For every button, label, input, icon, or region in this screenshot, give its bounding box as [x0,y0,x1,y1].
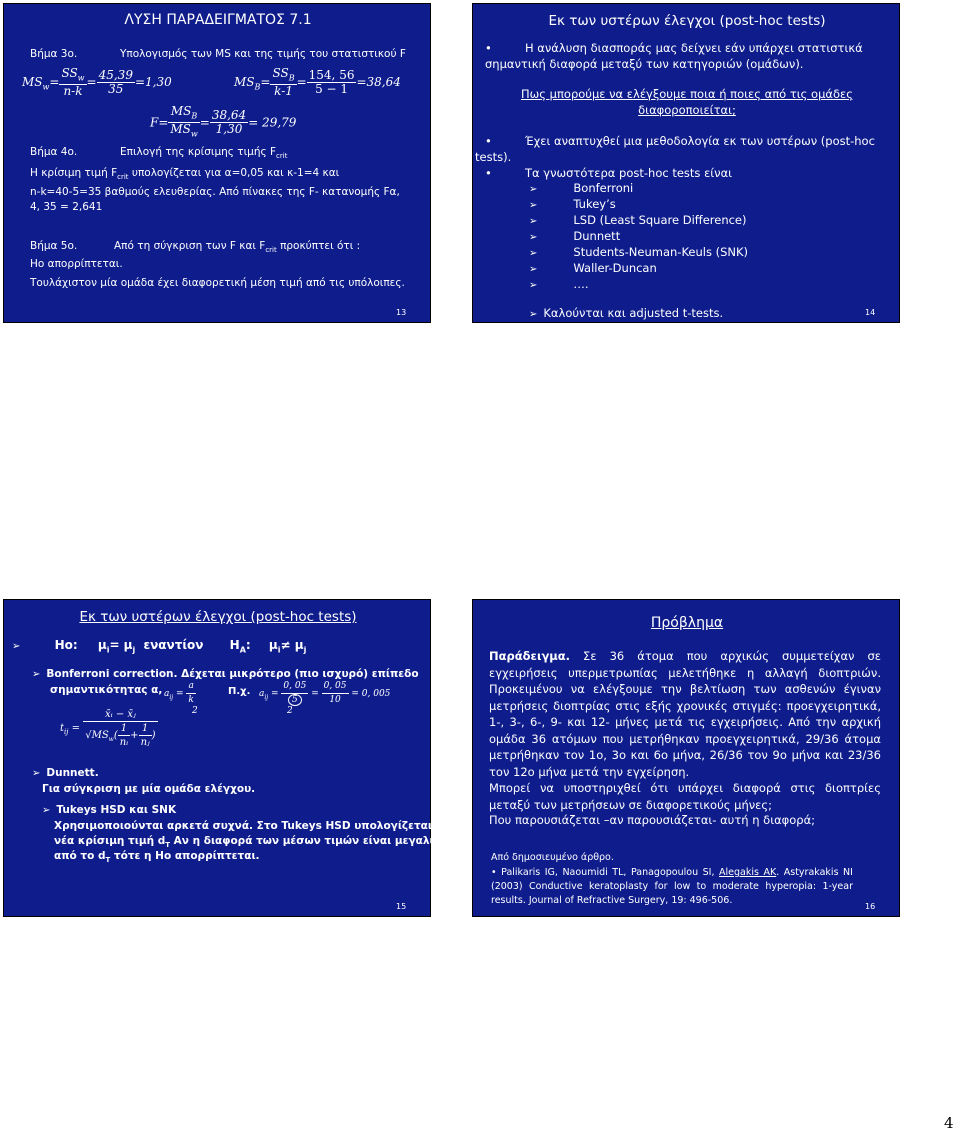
t-frac [83,708,157,749]
t-inner-1-den: nᵢ [119,737,129,748]
slide-number: 15 [396,902,407,911]
aij-formula: $a_{ij}$ = $\frac{a}{k}$ [164,681,194,705]
arrow-icon: ➢ [529,309,538,320]
reference [491,866,853,908]
msb-result: =38,64 [356,75,401,90]
tukey-line-2a: νέα κρίσιμη τιμή d [54,835,166,847]
ha-neq: ≠ μ [280,638,304,652]
tukey-line-2b: Αν η διαφορά των μέσων τιμών είναι μεγαλύτερη [170,835,465,847]
ho-eq: = μ [109,638,133,652]
msw-num [59,67,86,85]
bullet-1 [485,40,863,56]
step4-text [120,146,287,160]
author-link[interactable]: Alegakis AK [719,867,777,878]
slide-15 [3,599,465,917]
f-val-den: 1,30 [215,122,243,137]
bonferroni-line-1 [32,668,419,680]
msw-num-sub: w [77,73,85,83]
bullet-3-text: Τα γνωστότερα post-hoc tests είναι [525,166,733,180]
t-inner-2-num: 1 [139,722,152,736]
f-den [168,123,199,140]
bullet-2-cont: tests). [475,150,512,164]
ex-den-1-val: 5 [288,694,302,706]
bonferroni-line-2: σημαντικότητας α, [50,684,163,696]
msw-result: =1,30 [134,75,172,90]
bullet-2 [485,133,875,149]
tukey-heading [42,804,176,816]
bullet-dot: • [485,41,492,55]
ex-num-1: 0, 05 [281,680,308,694]
ha-sub: A [239,645,246,655]
ho-label: Ho: [54,638,78,652]
f-formula: F= $\frac{MS_B}{MS_w}$ = $\frac{38,64}{1,30}$ = 29,79 [150,104,297,139]
ha-label: H [229,638,240,652]
msb-num-sub: B [288,73,295,83]
arrow-icon: ➢ [529,184,538,195]
f-num-sub: B [191,111,198,121]
ha-mu: μ [268,638,278,652]
t-inner-1-num: 1 [118,722,130,736]
test-item-label: …. [573,277,589,291]
page-number: 4 [944,1114,954,1132]
bullet-dot: • [485,166,492,180]
arrow-icon: ➢ [42,805,51,816]
ex-den-1 [281,694,308,707]
arrow-icon: ➢ [12,641,21,652]
msb-val-num: 154, 56 [308,68,355,83]
t-num: x̄ᵢ − x̄ⱼ [83,708,157,722]
tukey-line-2-sub: T [165,841,171,850]
question-paragraph: Μπορεί να υποστηριχθεί ότι υπάρχει διαφορά στις διοπτρίες μεταξύ των μετρήσεων σε διαφορετικούς μήνες; [489,781,881,812]
t-den-ms: MS [91,730,109,741]
ex-frac-2 [322,680,349,707]
test-item-label: LSD (Least Square Difference) [573,213,747,227]
ex-frac-1 [281,680,308,707]
adjusted-note [529,305,723,323]
ho-mu: μ [97,638,107,652]
t-inner-2 [139,722,152,749]
critical-line-1b: υπολογίζεται για α=0,05 και κ-1=4 και [128,167,340,179]
f-den-text: MS [170,122,191,137]
ex-result: = 0, 005 [351,689,391,699]
against-text: εναντίον [143,638,204,652]
arrow-icon: ➢ [529,200,538,211]
msb-formula: $MS_B=$ $\frac{SS_B}{k-1}$ = $\frac{154, 56}{5 - 1}$ =38,64 [234,66,401,99]
f-val-frac [210,109,248,136]
step4-text-main: Επιλογή της κρίσιμης τιμής F [120,146,277,158]
test-item-label: Waller-Duncan [573,261,657,275]
f-val-num: 38,64 [211,108,247,123]
conclusion: Τουλάχιστον μία ομάδα έχει διαφορετική μέση τιμή από τις υπόλοιπες. [30,277,405,289]
step4-sub: crit [276,152,288,161]
msw-num-text: SS [61,66,78,80]
arrow-icon: ➢ [32,768,41,779]
msb-frac [270,67,296,98]
test-item-label: Tukey’s [573,197,616,211]
tukey-label: Tukeys HSD και SNK [56,804,177,816]
msw-formula: $MS_w=$ $\frac{SS_w}{n-k}$ = $\frac{45,39}{35}$ =1,30 [22,66,172,99]
arrow-icon: ➢ [529,280,538,291]
msw-val-num: 45,39 [98,68,133,83]
ex-den-2: 10 [329,695,341,705]
example-label: Π.χ. [228,686,251,697]
ha-colon: : [245,638,251,652]
tukey-line-3a: από το d [54,850,106,862]
ha-i: i [277,645,281,655]
t-inner-1 [118,722,130,749]
test-item-label: Dunnett [573,229,621,243]
slide-number: 13 [396,308,407,317]
arrow-icon: ➢ [529,248,538,259]
msb-num [270,67,296,85]
f-frac [168,105,199,141]
question-line-2: διαφοροποιείται; [638,103,736,117]
reference-authors: • Palikaris IG, Naoumidi TL, Panagopoulou SI, [491,867,720,878]
example-label: Παράδειγμα. [489,649,571,663]
msw-val-den: 35 [108,82,124,97]
slide-number: 14 [865,308,876,317]
slide-title: ΛΥΣΗ ΠΑΡΑΔΕΙΓΜΑΤΟΣ 7.1 [124,12,312,28]
dunnett-heading [32,767,99,779]
aij-frac [186,680,195,707]
step5-sub: crit [265,246,277,255]
critical-line-1-sub: crit [117,173,129,182]
tukey-line-1: Χρησιμοποιούνται αρκετά συχνά. Στο Tukeys HSD υπολογίζεται μια [54,820,455,832]
aij2: a [259,689,265,699]
bullet-1-cont: σημαντική διαφορά μεταξύ των κατηγοριών (ομάδων). [485,57,804,71]
f-num [168,105,199,123]
test-item [529,276,589,294]
slide-title: Εκ των υστέρων έλεγχοι (post-hoc tests) [79,609,357,625]
msb-lhs: MS [234,75,255,90]
critical-line-3: 4, 35 = 2,641 [30,201,103,213]
slide-number: 16 [865,902,876,911]
bullet-dot: • [485,134,492,148]
ha-j: j [303,645,307,655]
where-paragraph: Που παρουσιάζεται –αν παρουσιάζεται- αυτή η διαφορά; [489,813,816,827]
ho-j: j [132,645,136,655]
bonferroni-text: Bonferroni correction. Δέχεται μικρότερο (πιο ισχυρό) επίπεδο [46,668,419,680]
aij-den: k [188,695,194,705]
dunnett-label: Dunnett. [46,767,99,779]
arrow-icon: ➢ [32,669,41,680]
test-item-label: Students-Neuman-Keuls (SNK) [573,245,749,259]
bullet-2-text: Έχει αναπτυχθεί μια μεθοδολογία εκ των υστέρων (post-hoc [525,134,875,148]
question-line-1: Πως μπορούμε να ελέγξουμε ποια ή ποιες από τις ομάδες [521,87,853,101]
step5-text-end: προκύπτει ότι : [276,240,361,252]
aij-sub: ij [169,693,174,701]
bullet-1-text: Η ανάλυση διασποράς μας δείχνει εάν υπάρχει στατιστικά [525,41,863,55]
step5-text [114,240,360,254]
problem-paragraph [489,648,881,780]
two-divisor-2: 2 [287,706,293,716]
step3-text: Υπολογισμός των MS και της τιμής του στατιστικού F [120,48,406,60]
tukey-line-3 [54,850,260,864]
aij2-sub: ij [264,693,269,701]
arrow-icon: ➢ [529,232,538,243]
msb-den: k-1 [274,84,293,99]
two-divisor-1: 2 [192,706,198,716]
dunnett-text: Για σύγκριση με μία ομάδα ελέγχου. [42,783,256,795]
f-den-sub: w [190,129,198,139]
msb-val-den: 5 − 1 [315,82,349,97]
example-text: Σε 36 άτομα που αρχικώς συμμετείχαν σε εγχειρήσεις υπερμετρωπίας μελετήθηκε η αλλαγή διοπτριών. Προκειμένου να ελέγξουμε την βελτίωση των ασθενών έγιναν μετρήσεις διοπτρίας στις εξής χρονικές στιγμές: προεγχειρητικά, 1-, 3-, 6-, 9- και 12- μήνες μετά τις εγχειρήσεις. Από την αρχική ομάδα 36 ατόμων που μετρήθηκαν προεγχειρητικά, 29/36 άτομα μετρήθηκαν τον 1ο, 3ο και 6ο μήνα, 26/36 τον 9ο μήνα και 23/36 τον 12ο μήνα μετά την εγχείρηση. [489,649,881,779]
t-inner-2-den: nⱼ [140,737,150,748]
msb-val-frac [307,69,357,96]
tukey-line-2 [54,835,464,849]
arrow-icon: ➢ [529,216,538,227]
t-sub: ij [64,728,69,736]
msw-den: n-k [63,84,83,99]
t-lhs: t [60,723,65,734]
step3-label: Βήμα 3ο. [30,48,78,60]
reference-details: . Astyrakakis NI (2003) Conductive keratoplasty for low to moderate hyperopia: 1-year results. Journal of Refractive Surgery, 19: 496-506. [491,867,853,906]
msw-lhs: MS [22,75,43,90]
slide-14 [472,3,900,323]
critical-line-1 [30,167,339,181]
msb-num-text: SS [272,66,289,80]
f-num-text: MS [170,104,192,118]
hypotheses [12,638,306,654]
f-result: = 29,79 [248,115,297,130]
ex-num-2: 0, 05 [322,680,349,694]
tukey-line-3-sub: T [105,856,111,865]
t-den: $√MS_w$( $\frac{1}{\text{nᵢ}}$ + $\frac{1}{\text{nⱼ}}$ ) [85,723,156,748]
slide-title: Εκ των υστέρων έλεγχοι (post-hoc tests) [548,13,826,29]
critical-line-2: n-k=40-5=35 βαθμούς ελευθερίας. Από πίνακες της F- κατανομής Fα, [30,186,400,198]
aij-num: a [186,680,195,694]
msw-lhs-sub: w [42,82,50,92]
msw-val-frac [97,69,135,96]
step4-label: Βήμα 4ο. [30,146,78,158]
aij: a [164,689,170,699]
slide-16 [472,599,900,917]
tukey-line-3b: τότε η Ho απορρίπτεται. [110,850,260,862]
test-item-label: Bonferroni [573,181,634,195]
adjusted-text: Καλούνται και adjusted t-tests. [543,306,724,320]
slide-13 [3,3,431,323]
aij-example: $a_{ij}$ = $\frac{0, 05}{5}$ = $\frac{0, 05}{10}$ = 0, 005 [259,681,391,705]
ho-i: i [106,645,110,655]
slide-title: Πρόβλημα [650,615,724,631]
msw-frac [59,67,86,98]
t-den-sub: w [108,736,114,743]
bullet-3 [485,165,732,181]
critical-line-1a: Η κρίσιμη τιμή F [30,167,118,179]
arrow-icon: ➢ [529,264,538,275]
f-lhs: F= [150,115,169,130]
ho-rejected: Ho απορρίπτεται. [30,258,123,270]
t-formula: $t_{ij}$ = x̄ᵢ − x̄ⱼ $√MS_w$( $\frac{1}{\text{nᵢ}}$ + $\frac{1}{\text{nⱼ}}$ ) [60,709,156,748]
reference-title: Από δημοσιευμένο άρθρο. [491,852,614,863]
step5-text-main: Από τη σύγκριση των F και F [114,240,266,252]
msb-lhs-sub: B [254,82,261,92]
step5-label: Βήμα 5ο. [30,240,78,252]
